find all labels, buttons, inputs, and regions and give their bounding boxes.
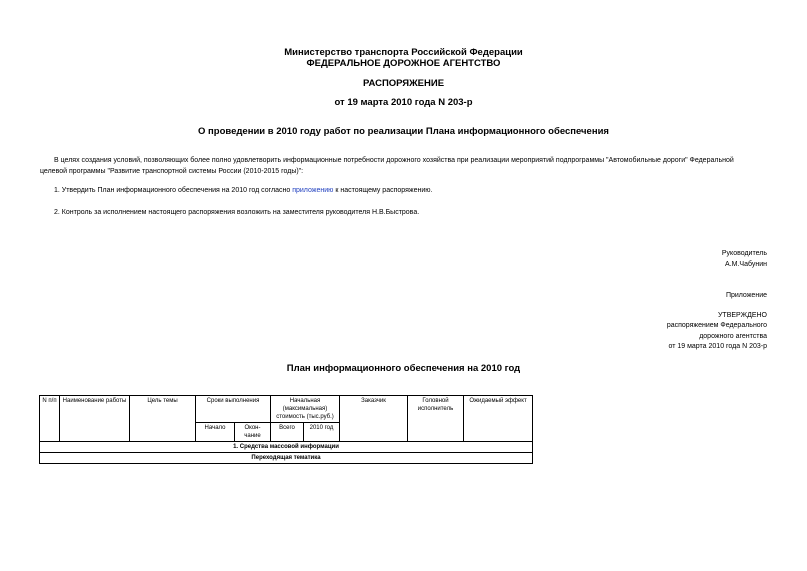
signature-position: Руководитель <box>721 250 767 257</box>
agency-name: ФЕДЕРАЛЬНОЕ ДОРОЖНОЕ АГЕНТСТВО <box>306 58 501 69</box>
col-start-header: Начало <box>196 423 235 442</box>
col-name-header: Наименование работы <box>60 396 130 442</box>
table-section-row <box>40 442 533 453</box>
section-title: 1. Средства массовой информации <box>40 442 533 453</box>
col-total-header: Всего <box>271 423 304 442</box>
col-terms-header: Сроки выполнения <box>196 396 271 423</box>
col-num-header: N п/п <box>40 396 60 442</box>
col-effect-header: Ожидаемый эффект <box>464 396 533 442</box>
col-end-header: Окон-чание <box>235 423 271 442</box>
item-1-text: 1. Утвердить План информационного обеспечения на 2010 год согласно <box>54 187 293 194</box>
approved-by-line-2: дорожного агентства <box>699 333 767 340</box>
signature-name: А.М.Чабунин <box>725 261 767 268</box>
approved-label: УТВЕРЖДЕНО <box>717 312 767 319</box>
appendix-link[interactable]: приложению <box>292 187 334 194</box>
subsection-title: Переходящая тематика <box>40 453 533 464</box>
approved-by-line-1: распоряжением Федерального <box>666 322 767 329</box>
item-2: 2. Контроль за исполнением настоящего распоряжения возложить на заместителя руководителя Н.В.Быстрова. <box>54 209 420 216</box>
preamble-line-2: целевой программы "Развитие транспортной системы России (2010-2015 годы)": <box>40 168 304 175</box>
document-title: О проведении в 2010 году работ по реализации Плана информационного обеспечения <box>198 126 609 137</box>
preamble-line-1: В целях создания условий, позволяющих более полно удовлетворить информационные потребности дорожного хозяйства при реализации мероприятий подпрограммы "Автомобильные дороги" Федеральной <box>54 157 734 164</box>
col-executor-header: Головной исполнитель <box>408 396 464 442</box>
ministry-name: Министерство транспорта Российской Федерации <box>284 47 523 58</box>
document-type: РАСПОРЯЖЕНИЕ <box>362 78 445 89</box>
table-subsection-row <box>40 453 533 464</box>
appendix-label: Приложение <box>725 292 767 299</box>
document-date: от 19 марта 2010 года N 203-р <box>334 97 473 108</box>
approved-date: от 19 марта 2010 года N 203-р <box>668 343 767 350</box>
table-header-row <box>40 396 533 423</box>
col-customer-header: Заказчик <box>340 396 408 442</box>
plan-table <box>39 395 533 464</box>
item-1 <box>54 187 432 194</box>
col-cost-header: Начальная (максимальная) стоимость (тыс.руб.) <box>271 396 340 423</box>
plan-title: План информационного обеспечения на 2010 год <box>286 363 521 374</box>
col-goal-header: Цель темы <box>130 396 196 442</box>
col-year-header: 2010 год <box>304 423 340 442</box>
item-1-text-end: к настоящему распоряжению. <box>333 187 433 194</box>
